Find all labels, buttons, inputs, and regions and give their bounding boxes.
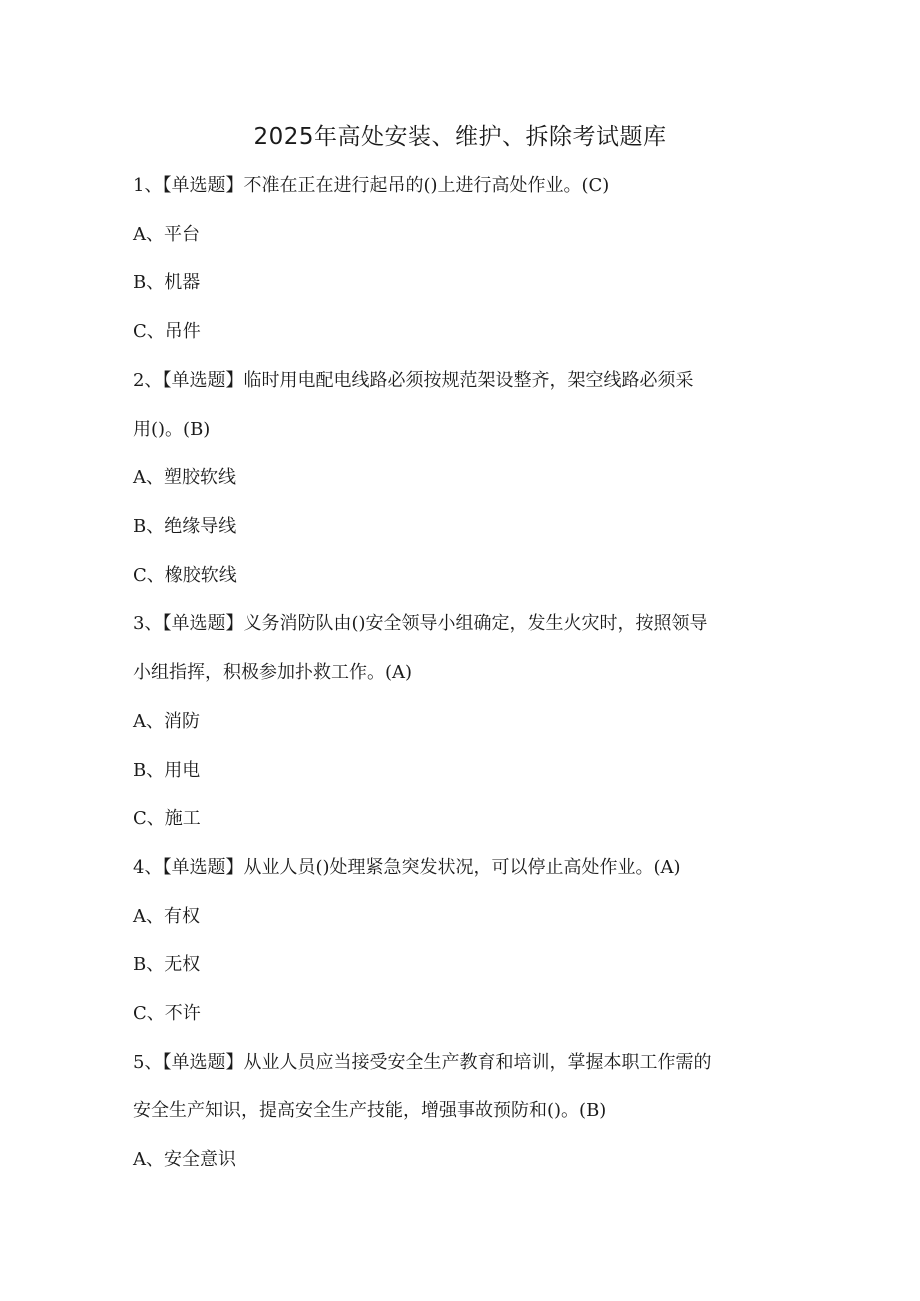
question-1-option-b: B、机器	[133, 272, 201, 293]
question-2-option-b: B、绝缘导线	[133, 516, 237, 537]
question-4-option-b: B、无权	[133, 954, 201, 975]
question-4-text: 4、【单选题】从业人员()处理紧急突发状况，可以停止高处作业。(A)	[133, 857, 681, 878]
question-1-text: 1、【单选题】不准在正在进行起吊的()上进行高处作业。(C)	[133, 175, 610, 196]
question-1-option-a: A、平台	[133, 224, 200, 245]
question-5-text-line-2: 安全生产知识，提高安全生产技能，增强事故预防和()。(B)	[133, 1100, 607, 1121]
question-2-text-line-1: 2、【单选题】临时用电配电线路必须按规范架设整齐，架空线路必须采	[133, 370, 694, 391]
question-1-option-c: C、吊件	[133, 321, 201, 342]
question-4-option-c: C、不许	[133, 1003, 201, 1024]
question-5-option-a: A、安全意识	[133, 1149, 236, 1170]
page-title: 2025年高处安装、维护、拆除考试题库	[253, 124, 667, 150]
question-3-option-b: B、用电	[133, 760, 201, 781]
question-3-text-line-2: 小组指挥，积极参加扑救工作。(A)	[133, 662, 413, 683]
question-5-text-line-1: 5、【单选题】从业人员应当接受安全生产教育和培训，掌握本职工作需的	[133, 1052, 712, 1073]
question-4-option-a: A、有权	[133, 906, 200, 927]
question-3-option-a: A、消防	[133, 711, 200, 732]
question-2-text-line-2: 用()。(B)	[133, 419, 211, 440]
question-3-text-line-1: 3、【单选题】义务消防队由()安全领导小组确定，发生火灾时，按照领导	[133, 613, 708, 634]
question-3-option-c: C、施工	[133, 808, 201, 829]
question-2-option-c: C、橡胶软线	[133, 565, 237, 586]
question-2-option-a: A、塑胶软线	[133, 467, 236, 488]
